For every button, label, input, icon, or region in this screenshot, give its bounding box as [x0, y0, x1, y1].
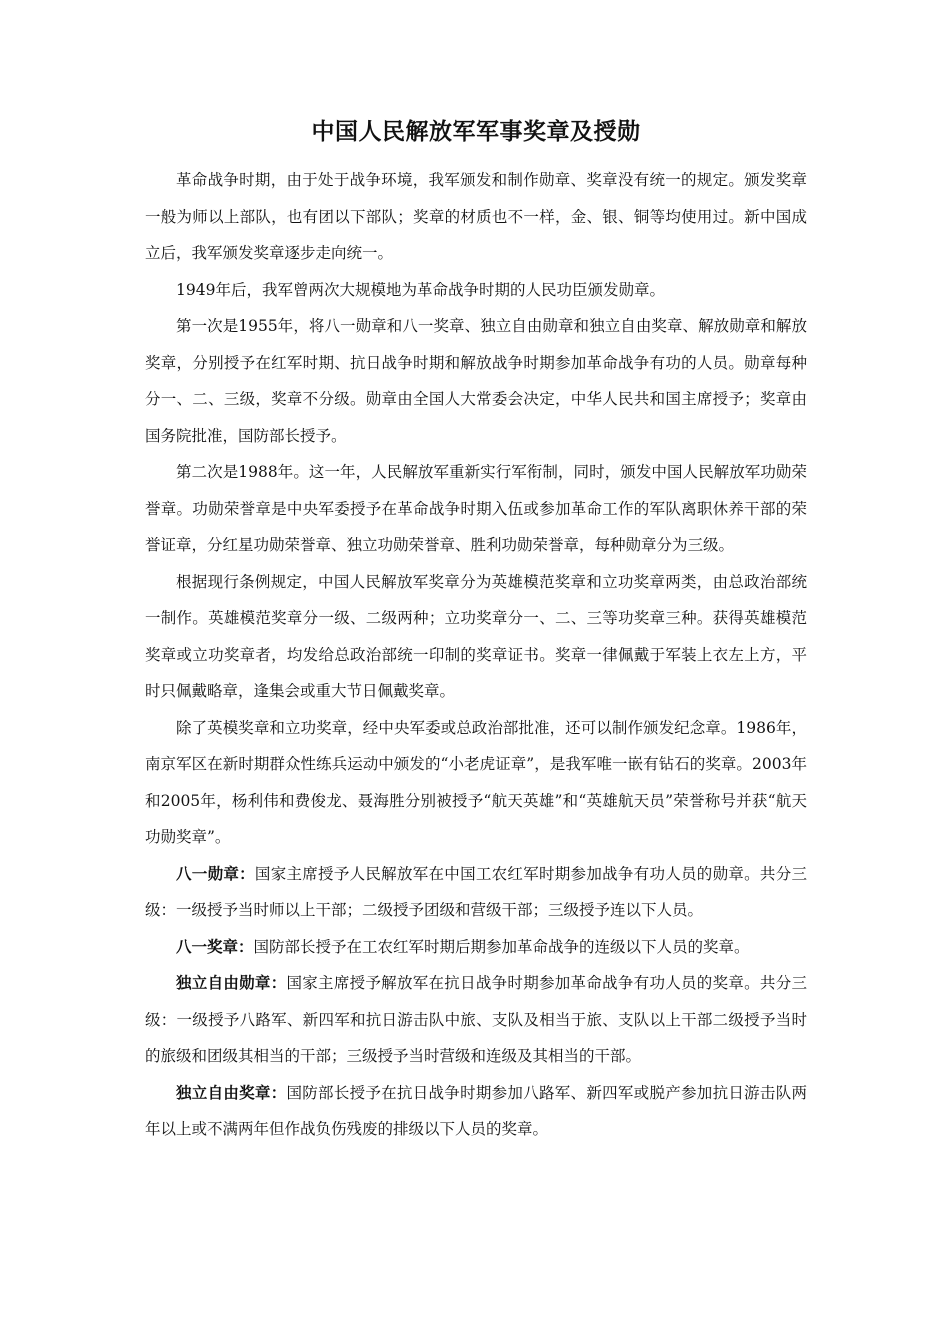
paragraph-1988: 第二次是1988年。这一年，人民解放军重新实行军衔制，同时，颁发中国人民解放军功勋荣誉章。功勋荣誉章是中央军委授予在革命战争时期入伍或参加革命工作的军队离职休养干部的荣誉证章，分红星功勋荣誉章、独立功勋荣誉章、胜利功勋荣誉章，每种勋章分为三级。	[145, 463, 807, 554]
definition-bayi-award	[145, 929, 807, 966]
definition-text: 国防部长授予在工农红军时期后期参加革命战争的连级以下人员的奖章。	[253, 937, 750, 956]
paragraph-current-regulations: 根据现行条例规定，中国人民解放军奖章分为英雄模范奖章和立功奖章两类，由总政治部统一制作。英雄模范奖章分一级、二级两种；立功奖章分一、二、三等功奖章三种。获得英雄模范奖章或立功奖章者，均发给总政治部统一印制的奖章证书。奖章一律佩戴于军装上衣左上方，平时只佩戴略章，逢集会或重大节日佩戴奖章。	[145, 572, 807, 700]
definition-term: 独立自由勋章：	[176, 973, 287, 992]
definition-text: 国防部长授予在抗日战争时期参加八路军、新四军或脱产参加抗日游击队两年以上或不满两年但作战负伤残废的排级以下人员的奖章。	[145, 1083, 807, 1138]
definition-independence-award	[145, 1075, 807, 1148]
document-title: 中国人民解放军军事奖章及授勋	[311, 118, 641, 145]
definition-text: 国家主席授予解放军在抗日战争时期参加革命战争有功人员的奖章。共分三级：一级授予八路军、新四军和抗日游击队中旅、支队及相当于旅、支队以上干部二级授予当时的旅级和团级其相当的干部；三级授予当时营级和连级及其相当的干部。	[145, 974, 807, 1065]
paragraph-1949: 1949年后，我军曾两次大规模地为革命战争时期的人民功臣颁发勋章。	[176, 280, 665, 299]
definition-text: 国家主席授予人民解放军在中国工农红军时期参加战争有功人员的勋章。共分三级：一级授予当时师以上干部；二级授予团级和营级干部；三级授予连以下人员。	[145, 864, 807, 919]
paragraph-1955: 第一次是1955年，将八一勋章和八一奖章、独立自由勋章和独立自由奖章、解放勋章和解放奖章，分别授予在红军时期、抗日战争时期和解放战争时期参加革命战争有功的人员。勋章每种分一、二、三级，奖章不分级。勋章由全国人大常委会决定，中华人民共和国主席授予；奖章由国务院批准，国防部长授予。	[145, 317, 807, 445]
paragraph-intro: 革命战争时期，由于处于战争环境，我军颁发和制作勋章、奖章没有统一的规定。颁发奖章一般为师以上部队，也有团以下部队；奖章的材质也不一样，金、银、铜等均使用过。新中国成立后，我军颁发奖章逐步走向统一。	[145, 171, 807, 262]
definition-independence-medal	[145, 965, 807, 1075]
paragraph-commemorative: 除了英模奖章和立功奖章，经中央军委或总政治部批准，还可以制作颁发纪念章。1986年，南京军区在新时期群众性练兵运动中颁发的“小老虎证章”，是我军唯一嵌有钻石的奖章。2003年和2005年，杨利伟和费俊龙、聂海胜分别被授予“航天英雄”和“英雄航天员”荣誉称号并获“航天功勋奖章”。	[145, 718, 807, 846]
definition-term: 八一奖章：	[176, 936, 254, 956]
definition-term: 八一勋章：	[176, 863, 255, 883]
definition-bayi-medal	[145, 856, 807, 929]
document-page	[145, 112, 807, 1148]
definition-term: 独立自由奖章：	[176, 1082, 287, 1102]
